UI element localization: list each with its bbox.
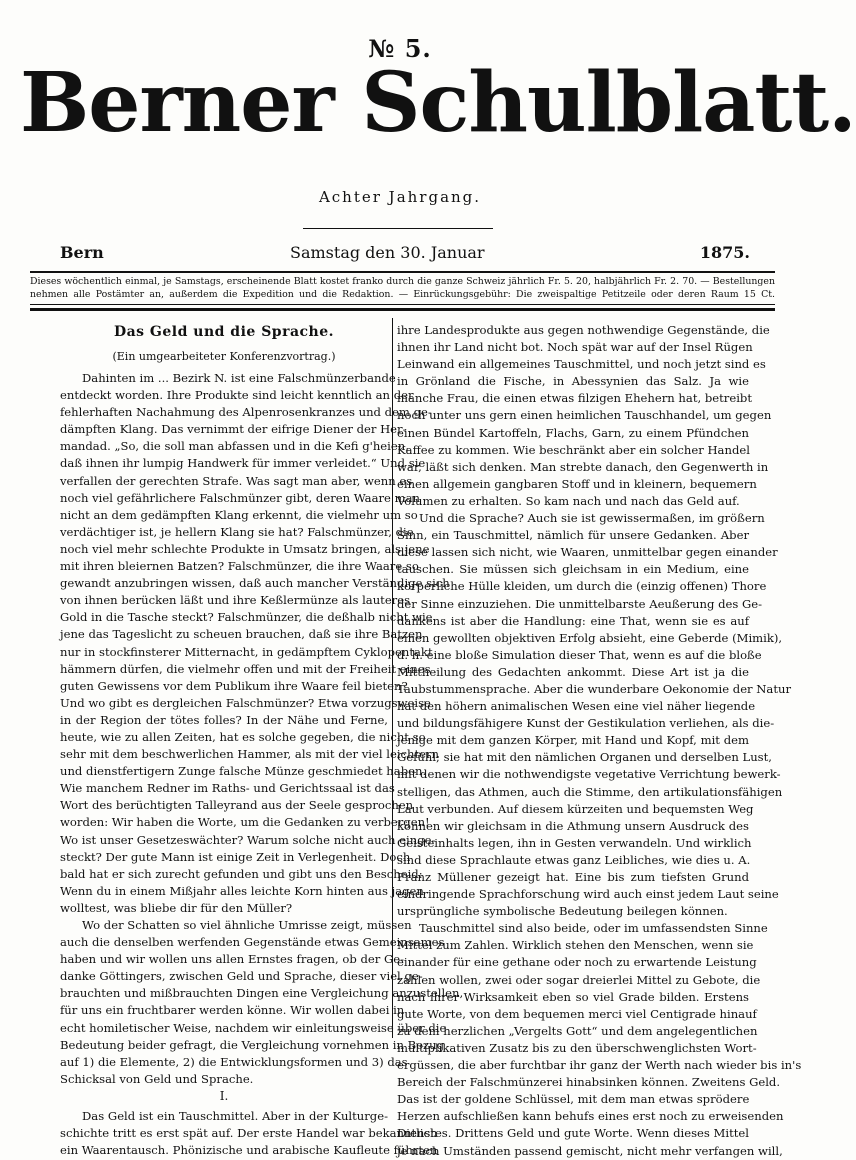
text-line: verdächtiger ist, je hellern Klang sie hat? Falschmünzer, die [60,524,414,539]
text-line: auch die denselben werfenden Gegenstände etwas Gemeinsames [60,935,445,950]
text-line: körperliche Hülle kleiden, um durch die (einzig offenen) Thore [397,579,767,594]
text-line: Gold in die Tasche steckt? Falschmünzer, die deßhalb nicht wie [60,610,433,625]
text-line: Herzen aufschließen kann behufs eines erst noch zu erweisenden [397,1109,784,1124]
text-line: entdeckt worden. Ihre Produkte sind leicht kenntlich an der [60,388,414,403]
notice-line: Dieses wöchentlich einmal, je Samstags, erscheinende Blatt kostet franko durch die ganze Schweiz jährlich Fr. 5. 20, halbjährlich Fr. 2. 70. — Bestellungen [30,276,775,287]
text-line: Wo der Schatten so viel ähnliche Umrisse zeigt, müssen [82,918,412,932]
text-line: ihre Landesprodukte aus gegen nothwendige Gegenstände, die [397,323,770,337]
text-line: Kaffee zu kommen. Wie beschränkt aber ein solcher Handel [397,442,750,457]
text-line: einen gewollten objektiven Erfolg absieht, eine Geberde (Mimik), [397,630,783,645]
text-line: einen Bündel Kartoffeln, Flachs, Garn, zu einem Pfündchen [397,425,749,440]
text-line: Tauschmittel sind also beide, oder im umfassendsten Sinne [419,921,768,936]
text-line: hat den höhern animalischen Wesen eine viel näher liegende [397,699,756,714]
text-line: jenige mit dem ganzen Körper, mit Hand und Kopf, mit dem [397,733,749,748]
text-line: hämmern dürfen, die vielmehr offen und mit der Freiheit eines [60,661,431,676]
text-line: der Sinne einzuziehen. Die unmittelbarste Aeußerung des Ge- [397,596,763,611]
text-line: zahlen wollen, zwei oder sogar dreierlei Mittel zu Gebote, die [397,972,761,987]
text-line: d. h. eine bloße Simulation dieser That, wenn es auf die bloße [397,647,762,662]
text-line: brauchten und mißbrauchten Dingen eine Vergleichung anzustellen, [60,986,464,1001]
year: 1875. [699,243,750,262]
text-line: Sinn, ein Tauschmittel, nämlich für unsere Gedanken. Aber [397,528,749,543]
text-line: ein Waarentausch. Phönizische und arabische Kaufleute führten [60,1143,438,1158]
masthead-title: Berner Schulblatt. [20,55,856,151]
text-line: bald hat er sich zurecht gefunden und gibt uns den Bescheid: [60,866,423,881]
text-line: fehlerhaften Nachahmung des Alpenrosenkranzes und dem ge- [60,405,432,420]
text-line: je nach Umständen passend gemischt, nicht mehr verfangen will, [397,1143,783,1158]
text-line: Laut verbunden. Auf diesem kürzeiten und bequemsten Weg [397,801,754,816]
text-line: Mittel zum Zahlen. Wirklich stehen den Menschen, wenn sie [397,938,754,953]
text-line: daß ihnen ihr lumpig Handwerk für immer verleidet.“ Und sie [60,456,426,471]
text-line: in Grönland die Fische, in Abessynien das Salz. Ja wie [397,374,749,389]
text-line: und dienstfertigern Zunge falsche Münze geschmiedet haben. [60,764,427,779]
text-line: danke Göttingers, zwischen Geld und Sprache, dieser viel ge- [60,969,423,984]
text-line: haben und wir wollen uns allen Ernstes fragen, ob der Ge- [60,952,405,967]
text-line: mit denen wir die nothwendigste vegetative Verrichtung bewerk- [397,767,781,782]
text-line: von ihnen berücken läßt und ihre Keßlermünze als lauteres [60,593,411,608]
text-line: manche Frau, die einen etwas filzigen Ehehern hat, betreibt [397,391,752,406]
text-line: Wort des berüchtigten Talleyrand aus der Seele gesprochen [60,798,414,813]
text-line: eindringende Sprachforschung wird auch einst jedem Laut seine [397,887,779,902]
text-line: Dahinten im ... Bezirk N. ist eine Falschmünzerbande [82,371,396,385]
text-line: noch viel gefährlichere Falschmünzer gibt, deren Waare man [60,490,420,505]
left-column-text [60,370,464,1159]
text-line: und bildungsfähigere Kunst der Gestikulation verliehen, als die- [397,716,775,731]
text-line: Volumen zu erhalten. So kam nach und nach das Geld auf. [397,493,740,508]
text-line: Mittheilung des Gedachten ankommt. Diese Art ist ja die [397,664,749,679]
text-line: sehr mit dem beschwerlichen Hammer, als mit der viel leichtern [60,747,440,762]
text-line: Wie manchem Redner im Raths- und Gerichtssaal ist das [60,781,395,796]
text-line: nicht an dem gedämpften Klang erkennt, die vielmehr um so [60,507,418,522]
dateline [60,243,750,269]
issue-number: № 5. [368,34,432,63]
text-line: heute, wie zu allen Zeiten, hat es solche gegeben, die nicht so [60,729,426,744]
text-line: Franz Müllener gezeigt hat. Eine bis zum tiefsten Grund [397,870,749,884]
issue-date: Samstag den 30. Januar [290,243,485,262]
text-line: in der Region der tötes folles? In der Nähe und Ferne, [60,712,388,727]
text-line: zu dem herzlichen „Vergelts Gott“ und dem angelegentlichen [397,1023,758,1038]
text-line: Das ist der goldene Schlüssel, mit dem man etwas sprödere [397,1092,750,1107]
text-line: diese lassen sich nicht, wie Waaren, unmittelbar gegen einander [397,545,778,560]
text-line: für uns ein fruchtbarer werden könne. Wir wollen dabei in [60,1003,405,1018]
text-line: dankens ist aber die Handlung: eine That, wenn sie es auf [397,613,749,628]
text-line: Leinwand ein allgemeines Tauschmittel, und noch jetzt sind es [397,357,766,372]
text-line: ergüssen, die aber furchtbar ihr ganz der Werth nach wieder bis in's [397,1058,802,1073]
text-line: einander für eine gethane oder noch zu erwartende Leistung [397,955,757,970]
text-line: ihnen ihr Land nicht bot. Noch spät war auf der Insel Rügen [397,340,753,355]
text-line: auf 1) die Elemente, 2) die Entwicklungsformen und 3) das [60,1054,408,1069]
text-line: Taubstummensprache. Aber die wunderbare Oekonomie der Natur [397,681,792,696]
text-line: mit ihren bleiernen Batzen? Falschmünzer, die ihre Waare so [60,559,419,574]
article-title: Das Geld und die Sprache. [113,324,335,340]
place: Bern [60,243,104,262]
text-line: verfallen der gerechten Strafe. Was sagt man aber, wenn es [60,473,413,488]
volume-line: Achter Jahrgang. [318,188,482,206]
text-line: nur in stockfinsterer Mitternacht, in gedämpftem Cyklopentakt [60,644,433,659]
left-column [60,322,464,1159]
text-line: einen allgemein gangbaren Stoff und in kleinern, bequemern [397,476,757,491]
text-line: Das Geld ist ein Tauschmittel. Aber in der Kulturge- [82,1108,388,1123]
text-line: multiplikativen Zusatz bis zu den überschwenglichsten Wort- [397,1040,757,1055]
text-line: gewandt anzubringen wissen, daß auch mancher Verständige sich [60,576,450,591]
text-line: ursprüngliche symbolische Bedeutung beilegen können. [397,904,728,919]
text-line: noch viel mehr schlechte Produkte in Umsatz bringen, als jene [60,541,430,556]
text-line: war, läßt sich denken. Man strebte danach, den Gegenwerth in [397,459,769,474]
text-line: Geisteinhalts legen, ihn in Gesten verwandeln. Und wirklich [397,835,752,850]
text-line: dämpften Klang. Das vernimmt der eifrige Diener der Her- [60,422,407,437]
right-column [397,322,802,1160]
text-line: steckt? Der gute Mann ist einige Zeit in Verlegenheit. Doch [60,849,411,864]
text-line: Gefühl; sie hat mit den nämlichen Organen und derselben Lust, [397,750,772,765]
text-line: worden: Wir haben die Worte, um die Gedanken zu verbergen! [60,815,430,830]
text-line: jene das Tageslicht zu scheuen brauchen, daß sie ihre Batzen [60,627,423,642]
text-line: Dienstes. Drittens Geld und gute Worte. Wenn dieses Mittel [397,1126,749,1141]
text-line: nach ihrer Wirksamkeit eben so viel Grade bilden. Erstens [397,989,749,1004]
subscription-notice [30,275,775,301]
text-line: tauschen. Sie müssen sich gleichsam in ein Medium, eine [397,562,749,577]
text-line: Bereich der Falschmünzerei hinabsinken können. Zweitens Geld. [397,1075,781,1090]
divider [30,271,775,273]
text-line: Wenn du in einem Mißjahr alles leichte Korn hinten aus jagen [60,883,424,898]
section-number: I. [219,1088,229,1103]
text-line: gute Worte, von dem bequemen merci viel Centigrade hinauf [397,1006,757,1021]
text-line: mandad. „So, die soll man abfassen und in die Kefi g'heien, [60,439,409,454]
text-line: wolltest, was bliebe dir für den Müller? [60,900,293,915]
right-column-text [397,322,802,1160]
column-divider [392,318,393,1038]
text-line: Wo ist unser Gesetzeswächter? Warum solche nicht auch einge- [60,832,436,847]
text-line: echt homiletischer Weise, nachdem wir einleitungsweise über die [60,1020,447,1035]
text-line: Schicksal von Geld und Sprache. [60,1071,254,1086]
text-line: sind diese Sprachlaute etwas ganz Leibliches, wie dies u. A. [397,852,751,867]
text-line: Und die Sprache? Auch sie ist gewissermaßen, im größern [419,511,765,526]
text-line: schichte tritt es erst spät auf. Der erste Handel war bekanntlich [60,1126,438,1141]
article-subtitle: (Ein umgearbeiteter Konferenzvortrag.) [112,350,336,363]
text-line: Bedeutung beider gefragt, die Vergleichung vornehmen in Bezug [60,1037,445,1052]
divider [30,308,775,311]
text-line: Und wo gibt es dergleichen Falschmünzer? Etwa vorzugsweise [60,695,431,710]
text-line: guten Gewissens vor dem Publikum ihre Waare feil bieten? [60,678,408,693]
text-line: noch unter uns gern einen heimlichen Tauschhandel, um gegen [397,408,772,423]
divider [303,228,493,229]
divider [30,304,775,305]
text-line: stelligen, das Athmen, auch die Stimme, den artikulationsfähigen [397,784,783,799]
text-line: können wir gleichsam in die Athmung unsern Ausdruck des [397,818,749,833]
notice-line: nehmen alle Postämter an, außerdem die Expedition und die Redaktion. — Einrückungsgebühr: Die zweispaltige Petitzeile oder deren Raum 15 Ct. [30,289,775,300]
